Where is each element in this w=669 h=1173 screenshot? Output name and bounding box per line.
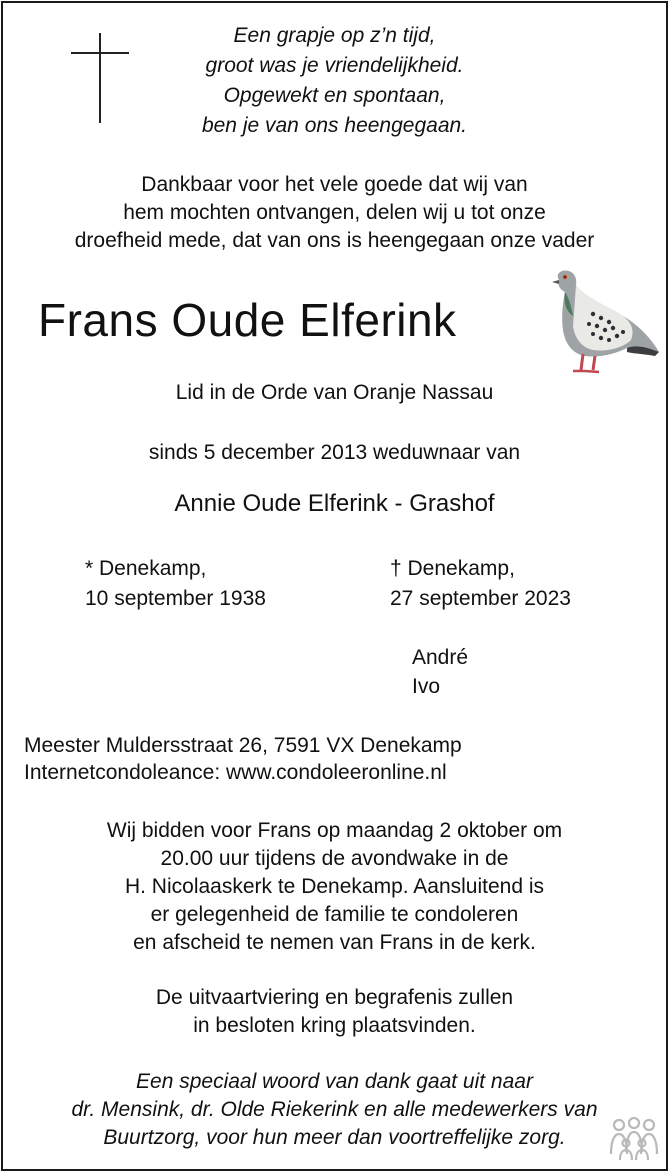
address-line: Meester Muldersstraat 26, 7591 VX Denekamp	[24, 734, 462, 757]
funeral-line: De uitvaartviering en begrafenis zullen	[155, 986, 514, 1009]
vigil-line: 20.00 uur tijdens de avondwake in de	[160, 847, 509, 870]
intro-line: Dankbaar voor het vele goede dat wij van	[141, 173, 528, 196]
intro-line: droefheid mede, dat van ons is heengegaan onze vader	[74, 229, 595, 252]
death-place: † Denekamp,	[390, 557, 515, 580]
thanks-line: dr. Mensink, dr. Olde Riekerink en alle medewerkers van	[71, 1098, 598, 1121]
thanks-line: Buurtzorg, voor hun meer dan voortreffelijke zorg.	[103, 1126, 566, 1149]
spouse-name: Annie Oude Elferink - Grashof	[174, 490, 495, 517]
people-group-logo	[606, 1116, 662, 1162]
condolence-line: Internetcondoleance: www.condoleeronline.nl	[24, 761, 447, 784]
vigil-line: Wij bidden voor Frans op maandag 2 oktober om	[106, 819, 563, 842]
poem-line: groot was je vriendelijkheid.	[205, 54, 464, 77]
child-name: Ivo	[412, 675, 441, 698]
death-date: 27 september 2023	[390, 587, 571, 610]
poem-line: Een grapje op z’n tijd,	[233, 24, 436, 47]
pigeon-image	[541, 266, 661, 381]
birth-date: 10 september 1938	[85, 587, 266, 610]
child-name: André	[412, 646, 469, 669]
poem-line: Opgewekt en spontaan,	[223, 84, 446, 107]
vigil-line: H. Nicolaaskerk te Denekamp. Aansluitend is	[124, 875, 545, 898]
vigil-line: er gelegenheid de familie te condoleren	[150, 903, 519, 926]
thanks-line: Een speciaal woord van dank gaat uit naar	[136, 1070, 533, 1093]
birth-place: * Denekamp,	[85, 557, 207, 580]
honor-line: Lid in de Orde van Oranje Nassau	[175, 381, 494, 404]
vigil-line: en afscheid te nemen van Frans in de kerk.	[133, 931, 536, 954]
funeral-line: in besloten kring plaatsvinden.	[193, 1014, 476, 1037]
intro-line: hem mochten ontvangen, delen wij u tot onze	[123, 201, 546, 224]
poem-line: ben je van ons heengegaan.	[201, 114, 468, 137]
deceased-name: Frans Oude Elferink	[38, 294, 457, 346]
widower-line: sinds 5 december 2013 weduwnaar van	[148, 441, 521, 464]
